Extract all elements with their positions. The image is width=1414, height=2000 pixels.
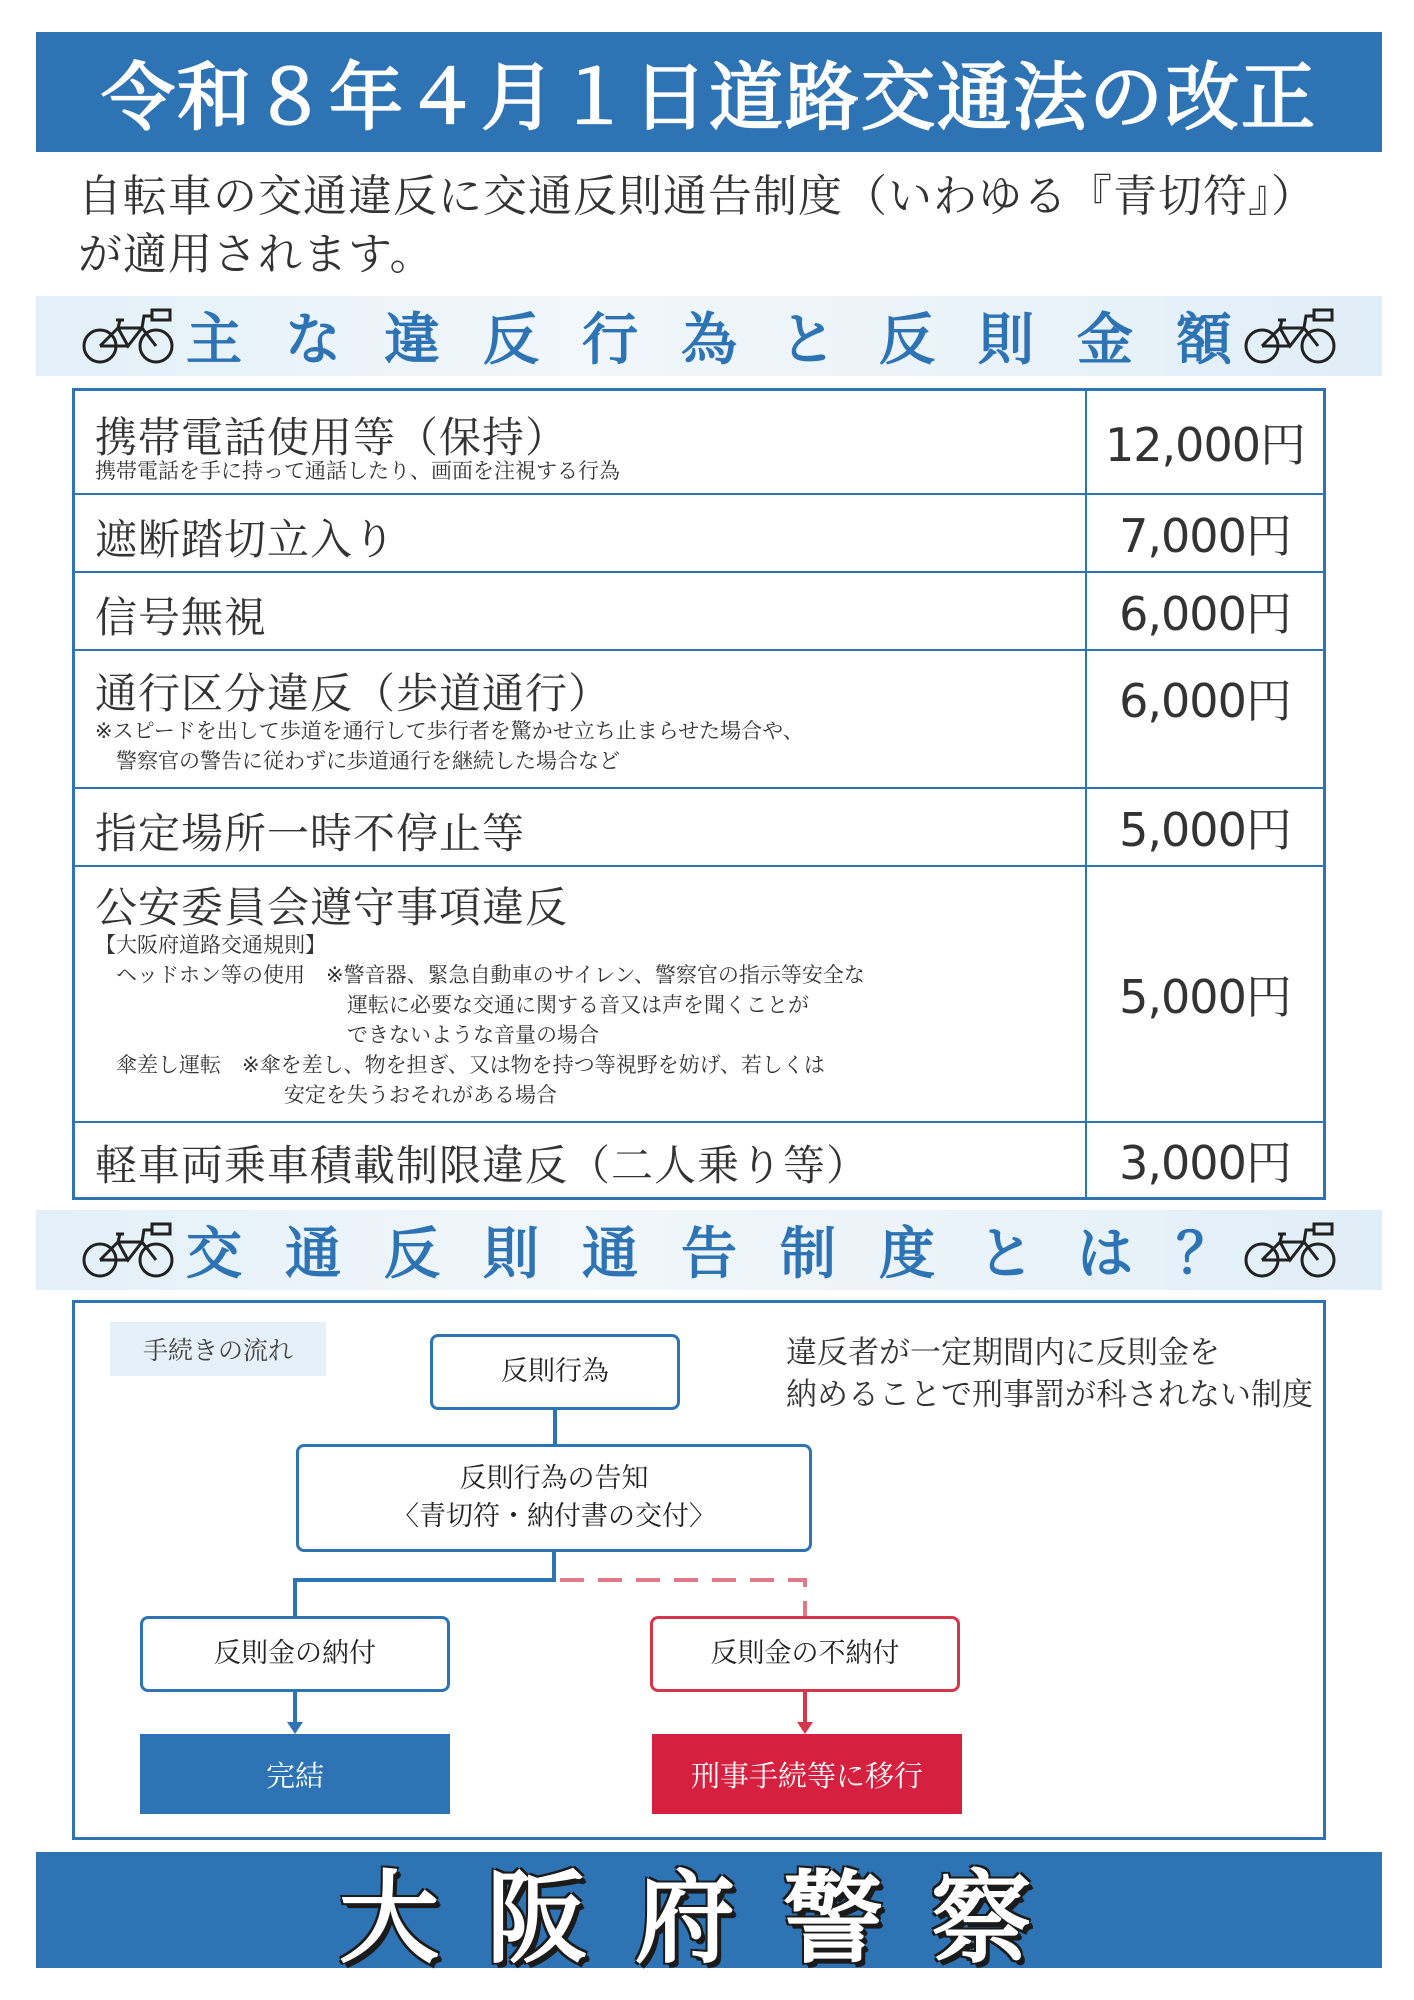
section-title-char: 反 [483,308,539,373]
table-row [75,867,1323,1123]
section-title-char: 行 [582,308,638,373]
table-row [75,1123,1323,1197]
violation-cell [75,651,1087,787]
section-title-fines [186,296,1232,376]
fines-table [72,388,1326,1200]
table-row [75,651,1323,789]
section-title-char: 違 [384,308,440,373]
violation-note: 傘差し運転 ※傘を差し、物を担ぎ、又は物を持つ等視野を妨げ、若しくは [95,1053,825,1077]
violation-cell [75,391,1087,493]
node-label: 反則行為 [501,1356,609,1387]
explanation-line: 違反者が一定期間内に反則金を [786,1335,1220,1371]
bicycle-icon [80,306,176,366]
section-title-char: ？ [1176,1222,1232,1287]
section-title-char: 為 [681,308,737,373]
violation-title: 公安委員会遵守事項違反 [95,883,569,932]
fine-amount: 6,000円 [1119,587,1291,641]
violation-note: 【大阪府道路交通規則】 [95,933,326,957]
section-title-char: 主 [186,308,242,373]
flow-node-unpaid [650,1616,960,1692]
flow-node-violation [430,1334,680,1410]
intro-line-2: が適用されます。 [78,229,435,280]
explanation-line: 納めることで刑事罰が科されない制度 [786,1377,1313,1413]
node-label: 反則金の納付 [214,1638,376,1669]
fine-amount: 6,000円 [1119,674,1291,728]
violation-note: 警察官の警告に従わずに歩道通行を継続した場合など [95,749,620,773]
violation-title: 携帯電話使用等（保持） [95,413,569,462]
section-title-char: 告 [681,1222,737,1287]
section-title-char: と [780,308,836,373]
table-row [75,391,1323,495]
violation-title: 指定場所一時不停止等 [95,809,526,858]
fine-amount: 5,000円 [1119,803,1291,857]
fine-amount: 12,000円 [1105,418,1305,472]
node-label: 反則行為の告知 [459,1463,649,1494]
section-title-char: 交 [186,1222,242,1287]
section-title-char: 通 [582,1222,638,1287]
fine-amount: 3,000円 [1119,1136,1291,1190]
intro-line-1: 自転車の交通違反に交通反則通告制度（いわゆる『青切符』） [78,171,1316,222]
violation-title: 軽車両乗車積載制限違反（二人乗り等） [95,1141,870,1190]
violation-cell [75,867,1087,1121]
title-banner [36,32,1382,152]
violation-note: 運転に必要な交通に関する音又は声を聞くことが [95,993,809,1017]
section-heading-system [36,1210,1382,1290]
result-label: 刑事手続等に移行 [690,1758,923,1793]
footer-banner [36,1852,1382,1977]
node-label: 反則金の不納付 [710,1638,900,1669]
bicycle-icon [1242,306,1338,366]
violation-title: 通行区分違反（歩道通行） [95,669,612,718]
violation-title: 信号無視 [95,593,268,642]
section-heading-fines [36,296,1382,376]
section-title-char: 反 [879,308,935,373]
table-row [75,789,1323,867]
violation-cell [75,495,1087,571]
section-title-char: 則 [483,1222,539,1287]
flow-node-notice [296,1444,812,1552]
violation-note: できないような音量の場合 [95,1023,599,1047]
flow-label: 手続きの流れ [110,1322,326,1376]
section-title-char: 金 [1077,308,1133,373]
result-label: 完結 [265,1758,324,1793]
flow-result-complete [140,1734,450,1814]
section-title-char: 度 [879,1222,935,1287]
violation-note: ヘッドホン等の使用 ※警音器、緊急自動車のサイレン、警察官の指示等安全な [95,963,865,987]
section-title-system [186,1210,1232,1290]
violation-cell [75,1123,1087,1197]
section-title-char: 制 [780,1222,836,1287]
violation-note: ※スピードを出して歩道を通行して歩行者を驚かせ立ち止まらせた場合や、 [95,719,804,743]
page-title: 令和８年４月１日道路交通法の改正 [101,55,1317,141]
section-title-char: と [978,1222,1034,1287]
violation-note: 携帯電話を手に持って通話したり、画面を注視する行為 [95,459,620,483]
fine-amount: 5,000円 [1119,970,1291,1024]
section-title-char: 額 [1176,308,1232,373]
flow-node-paid [140,1616,450,1692]
violation-title: 遮断踏切立入り [95,515,397,564]
section-title-char: 通 [285,1222,341,1287]
section-title-char: は [1077,1222,1133,1287]
table-row [75,495,1323,573]
flow-result-criminal [652,1734,962,1814]
node-label: 〈青切符・納付書の交付〉 [392,1501,716,1532]
violation-note: 安定を失うおそれがある場合 [95,1083,557,1107]
table-row [75,573,1323,651]
section-title-char: 反 [384,1222,440,1287]
section-title-char: な [285,308,341,373]
violation-cell [75,573,1087,649]
fine-amount: 7,000円 [1119,509,1291,563]
violation-cell [75,789,1087,865]
bicycle-icon [80,1220,176,1280]
system-explanation [786,1332,1313,1416]
bicycle-icon [1242,1220,1338,1280]
footer-agency-name: 大阪府警察 [339,1860,1079,1977]
section-title-char: 則 [978,308,1034,373]
